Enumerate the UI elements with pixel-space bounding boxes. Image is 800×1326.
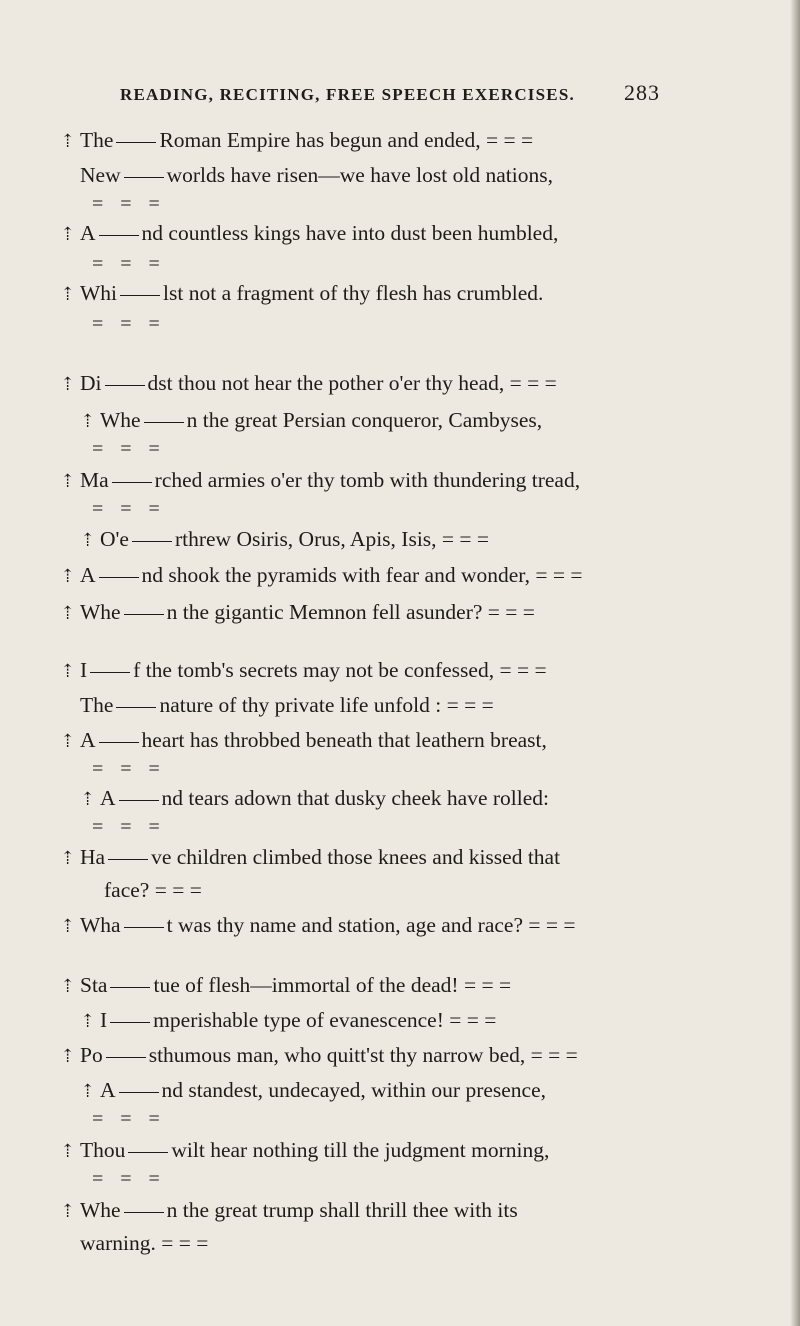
poem-line: warning. = = = bbox=[80, 1231, 209, 1255]
stress-arrow-icon: ⇡ bbox=[60, 1141, 76, 1161]
poem-line: ⇡ A heart has throbbed beneath that leathern breast, bbox=[60, 728, 547, 752]
stress-arrow-icon: ⇡ bbox=[60, 374, 76, 394]
stress-arrow-icon: ⇡ bbox=[80, 411, 96, 431]
equals-mark: = = = bbox=[92, 758, 166, 780]
stress-arrow-icon: ⇡ bbox=[60, 1046, 76, 1066]
poem-line: ⇡ A nd tears adown that dusky cheek have rolled: bbox=[80, 786, 550, 810]
poem-line: ⇡ Ma rched armies o'er thy tomb with thundering tread, bbox=[60, 468, 581, 492]
stress-arrow-icon: ⇡ bbox=[60, 224, 76, 244]
stress-arrow-icon: ⇡ bbox=[60, 731, 76, 751]
poem-line: ⇡ Whe n the great trump shall thrill thee with its bbox=[60, 1198, 518, 1222]
poem-line: ⇡ I f the tomb's secrets may not be confessed, = = = bbox=[60, 658, 547, 682]
poem-line: ⇡ Thou wilt hear nothing till the judgment morning, bbox=[60, 1138, 550, 1162]
page-edge-shadow bbox=[790, 0, 800, 1326]
stress-arrow-icon: ⇡ bbox=[60, 603, 76, 623]
page-number: 283 bbox=[624, 80, 660, 105]
poem-line: ⇡ Ha ve children climbed those knees and kissed that bbox=[60, 845, 561, 869]
stress-arrow-icon: ⇡ bbox=[80, 1081, 96, 1101]
poem-line: ⇡ A nd shook the pyramids with fear and wonder, = = = bbox=[60, 563, 583, 587]
equals-mark: = = = bbox=[92, 816, 166, 838]
equals-mark: = = = bbox=[92, 193, 166, 215]
poem-line: ⇡ Whi lst not a fragment of thy flesh has crumbled. bbox=[60, 281, 544, 305]
poem-line: ⇡ Sta tue of flesh—immortal of the dead! = = = bbox=[60, 973, 512, 997]
running-header bbox=[120, 80, 660, 106]
poem-line: ⇡ O'e rthrew Osiris, Orus, Apis, Isis, = = = bbox=[80, 527, 490, 551]
poem-line: ⇡ A nd countless kings have into dust been humbled, bbox=[60, 221, 559, 245]
poem-line: ⇡ Whe n the great Persian conqueror, Cambyses, bbox=[80, 408, 543, 432]
stress-arrow-icon: ⇡ bbox=[60, 284, 76, 304]
poem-line: ⇡ Di dst thou not hear the pother o'er thy head, = = = bbox=[60, 371, 557, 395]
stress-arrow-icon: ⇡ bbox=[60, 661, 76, 681]
equals-mark: = = = bbox=[92, 253, 166, 275]
poem-line: ⇡ Po sthumous man, who quitt'st thy narrow bed, = = = bbox=[60, 1043, 578, 1067]
poem-line: ⇡ The Roman Empire has begun and ended, = = = bbox=[60, 128, 534, 152]
poem-line: ⇡ A nd standest, undecayed, within our presence, bbox=[80, 1078, 547, 1102]
stress-arrow-icon: ⇡ bbox=[80, 530, 96, 550]
poem-line: ⇡ I mperishable type of evanescence! = = = bbox=[80, 1008, 497, 1032]
stress-arrow-icon: ⇡ bbox=[60, 976, 76, 996]
poem-line: ⇡ Whe n the gigantic Memnon fell asunder? = = = bbox=[60, 600, 535, 624]
stress-arrow-icon: ⇡ bbox=[60, 1201, 76, 1221]
stress-arrow-icon: ⇡ bbox=[80, 789, 96, 809]
poem-line: The nature of thy private life unfold : = = = bbox=[80, 693, 494, 717]
equals-mark: = = = bbox=[92, 1108, 166, 1130]
stress-arrow-icon: ⇡ bbox=[60, 566, 76, 586]
stress-arrow-icon: ⇡ bbox=[80, 1011, 96, 1031]
stress-arrow-icon: ⇡ bbox=[60, 848, 76, 868]
stress-arrow-icon: ⇡ bbox=[60, 471, 76, 491]
equals-mark: = = = bbox=[92, 1168, 166, 1190]
poem-line: face? = = = bbox=[104, 878, 202, 902]
poem-line: ⇡ Wha t was thy name and station, age and race? = = = bbox=[60, 913, 576, 937]
stress-arrow-icon: ⇡ bbox=[60, 916, 76, 936]
stress-arrow-icon: ⇡ bbox=[60, 131, 76, 151]
poem-line: New worlds have risen—we have lost old nations, bbox=[80, 163, 553, 187]
running-title: READING, RECITING, FREE SPEECH EXERCISES. bbox=[120, 85, 575, 104]
equals-mark: = = = bbox=[92, 438, 166, 460]
equals-mark: = = = bbox=[92, 313, 166, 335]
equals-mark: = = = bbox=[92, 498, 166, 520]
